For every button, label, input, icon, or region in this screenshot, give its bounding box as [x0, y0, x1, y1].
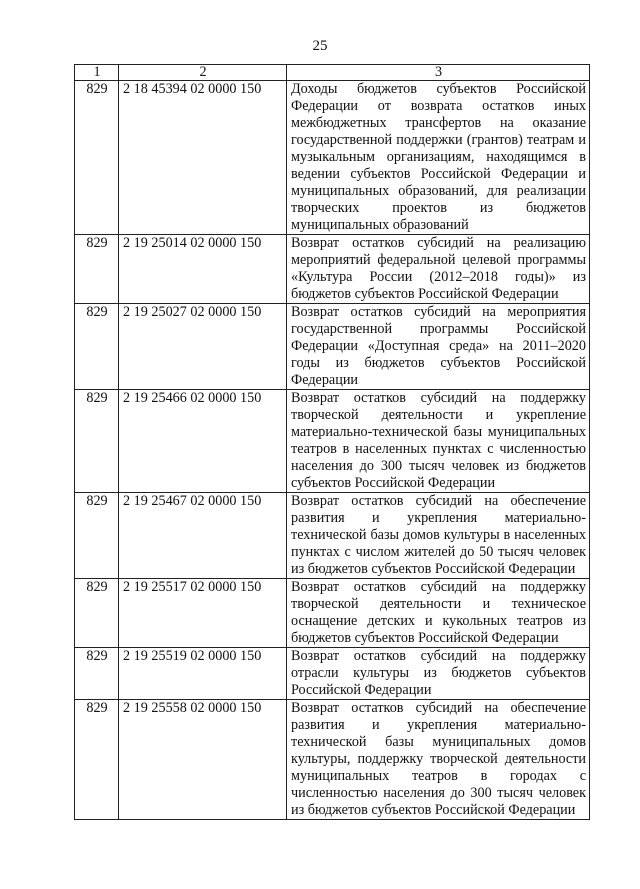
administrator-code-cell: 829	[75, 235, 119, 304]
budget-code-cell: 2 19 25558 02 0000 150	[119, 700, 287, 820]
budget-code-cell: 2 18 45394 02 0000 150	[119, 81, 287, 235]
budget-classification-table	[74, 64, 590, 820]
table-row	[75, 579, 590, 648]
table-row	[75, 304, 590, 390]
description-cell: Доходы бюджетов субъектов Российской Федерации от возврата остатков иных межбюджетных трансфертов на оказание государственной поддержки (грантов) театрам и музыкальным организациям, находящимся в ведении субъектов Российской Федерации и муниципальных образований, для реализации творческих проектов из бюджетов муниципальных образований	[287, 81, 590, 235]
budget-code-cell: 2 19 25014 02 0000 150	[119, 235, 287, 304]
description-cell: Возврат остатков субсидий на обеспечение развития и укрепления материально-технической базы домов культуры в населенных пунктах с числом жителей до 50 тысяч человек из бюджетов субъектов Российской Федерации	[287, 493, 590, 579]
table-row	[75, 390, 590, 493]
table-row	[75, 700, 590, 820]
administrator-code-cell: 829	[75, 81, 119, 235]
table-row	[75, 81, 590, 235]
budget-code-cell: 2 19 25517 02 0000 150	[119, 579, 287, 648]
description-cell: Возврат остатков субсидий на поддержку отрасли культуры из бюджетов субъектов Российской Федерации	[287, 648, 590, 700]
administrator-code-cell: 829	[75, 648, 119, 700]
administrator-code-cell: 829	[75, 700, 119, 820]
table-row	[75, 493, 590, 579]
column-header-3: 3	[287, 65, 590, 81]
description-cell: Возврат остатков субсидий на обеспечение развития и укрепления материально-технической базы муниципальных домов культуры, поддержку творческой деятельности муниципальных театров в городах с численностью населения до 300 тысяч человек из бюджетов субъектов Российской Федерации	[287, 700, 590, 820]
column-header-1: 1	[75, 65, 119, 81]
table-row	[75, 648, 590, 700]
budget-code-cell: 2 19 25466 02 0000 150	[119, 390, 287, 493]
description-cell: Возврат остатков субсидий на поддержку творческой деятельности и техническое оснащение детских и кукольных театров из бюджетов субъектов Российской Федерации	[287, 579, 590, 648]
description-cell: Возврат остатков субсидий на поддержку творческой деятельности и укрепление материально-технической базы муниципальных театров в населенных пунктах с численностью населения до 300 тысяч человек из бюджетов субъектов Российской Федерации	[287, 390, 590, 493]
budget-code-cell: 2 19 25027 02 0000 150	[119, 304, 287, 390]
administrator-code-cell: 829	[75, 304, 119, 390]
administrator-code-cell: 829	[75, 390, 119, 493]
page-number: 25	[312, 38, 328, 54]
administrator-code-cell: 829	[75, 493, 119, 579]
budget-code-cell: 2 19 25467 02 0000 150	[119, 493, 287, 579]
description-cell: Возврат остатков субсидий на мероприятия государственной программы Российской Федерации «Доступная среда» на 2011–2020 годы из бюджетов субъектов Российской Федерации	[287, 304, 590, 390]
description-cell: Возврат остатков субсидий на реализацию мероприятий федеральной целевой программы «Культура России (2012–2018 годы)» из бюджетов субъектов Российской Федерации	[287, 235, 590, 304]
table-row	[75, 235, 590, 304]
budget-code-cell: 2 19 25519 02 0000 150	[119, 648, 287, 700]
administrator-code-cell: 829	[75, 579, 119, 648]
column-header-2: 2	[119, 65, 287, 81]
table-header-row	[75, 65, 590, 81]
